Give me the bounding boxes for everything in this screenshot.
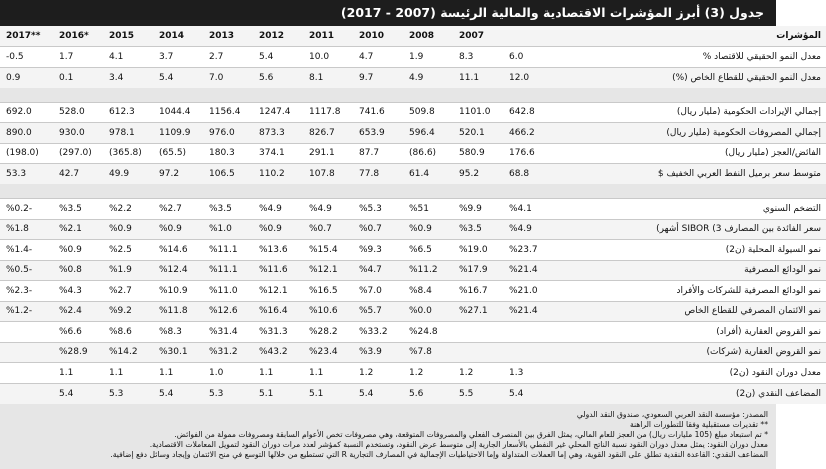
value-cell: (297.0) [53, 143, 103, 164]
value-cell: %16.5 [303, 281, 353, 302]
value-cell: %1.2- [0, 301, 53, 322]
value-cell: %14.2 [103, 342, 153, 363]
value-cell: (86.6) [403, 143, 453, 164]
value-cell: 873.3 [253, 123, 303, 144]
value-cell: 180.3 [203, 143, 253, 164]
value-cell: %0.8 [53, 260, 103, 281]
value-cell: %5.7 [353, 301, 403, 322]
value-cell: %51 [403, 199, 453, 220]
value-cell: 4.9 [403, 67, 453, 88]
indicator-label: نمو الودائع المصرفية للشركات والأفراد [553, 281, 826, 302]
indicator-label: نمو القروض العقارية (أفراد) [553, 322, 826, 343]
value-cell: 1.2 [453, 363, 503, 384]
table-row [0, 363, 826, 384]
value-cell: %12.1 [303, 260, 353, 281]
table-row [0, 342, 826, 363]
value-cell: 7.0 [203, 67, 253, 88]
value-cell: 106.5 [203, 164, 253, 185]
indicator-label: متوسط سعر برميل النفط العربي الخفيف $ [553, 164, 826, 185]
value-cell: %1.8 [0, 219, 53, 240]
value-cell: 12.0 [503, 67, 553, 88]
spacer-cell [0, 88, 826, 103]
value-cell: 107.8 [303, 164, 353, 185]
value-cell: 653.9 [353, 123, 403, 144]
indicator-label: نمو الائتمان المصرفي للقطاع الخاص [553, 301, 826, 322]
value-cell: %15.4 [303, 240, 353, 261]
indicator-label: معدل النمو الحقيقي للاقتصاد % [553, 47, 826, 68]
value-cell: 176.6 [503, 143, 553, 164]
value-cell: 1.0 [203, 363, 253, 384]
value-cell: %0.5- [0, 260, 53, 281]
value-cell: %0.2- [0, 199, 53, 220]
table-body [0, 26, 826, 404]
indicator-label: التضخم السنوي [553, 199, 826, 220]
value-cell: %33.2 [353, 322, 403, 343]
header-indicators: المؤشرات [553, 26, 826, 47]
value-cell: 528.0 [53, 102, 103, 123]
value-cell: %19.0 [453, 240, 503, 261]
value-cell: %12.1 [253, 281, 303, 302]
value-cell: 1247.4 [253, 102, 303, 123]
table-row [0, 102, 826, 123]
value-cell: %0.9 [403, 219, 453, 240]
value-cell: %3.5 [203, 199, 253, 220]
value-cell: %0.0 [403, 301, 453, 322]
note-deficit: * تم استبعاد مبلغ (105 مليارات ريال) من العجز للعام المالي، يمثل الفرق بين المنصرف الفعلي والمصروفات المتوقعة، وهي مصروفات تخص الأعوام السابقة ومصروفات ممولة من الفوائض. [174, 429, 768, 439]
value-cell: 5.1 [303, 383, 353, 404]
value-cell: 1117.8 [303, 102, 353, 123]
value-cell: 6.0 [503, 47, 553, 68]
value-cell: %12.6 [203, 301, 253, 322]
value-cell: %13.6 [253, 240, 303, 261]
value-cell: %21.4 [503, 260, 553, 281]
indicator-label: نمو القروض العقارية (شركات) [553, 342, 826, 363]
value-cell: %11.2 [403, 260, 453, 281]
value-cell: %0.9 [153, 219, 203, 240]
table-row [0, 123, 826, 144]
value-cell: 61.4 [403, 164, 453, 185]
header-year: 2016* [53, 26, 103, 47]
value-cell: %14.6 [153, 240, 203, 261]
value-cell: 1.1 [53, 363, 103, 384]
value-cell: (198.0) [0, 143, 53, 164]
value-cell: %3.5 [53, 199, 103, 220]
value-cell: %31.2 [203, 342, 253, 363]
table-row [0, 301, 826, 322]
value-cell: %27.1 [453, 301, 503, 322]
table-row [0, 199, 826, 220]
value-cell: 5.5 [453, 383, 503, 404]
value-cell [503, 342, 553, 363]
indicator-label: المضاعف النقدي (ن2) [553, 383, 826, 404]
table-row [0, 383, 826, 404]
note-source: المصدر: مؤسسة النقد العربي السعودي، صندوق النقد الدولي [576, 410, 768, 419]
value-cell: %11.1 [203, 240, 253, 261]
header-year: 2010 [353, 26, 403, 47]
value-cell: 692.0 [0, 102, 53, 123]
value-cell: %2.7 [103, 281, 153, 302]
value-cell: %0.7 [303, 219, 353, 240]
indicator-label: إجمالي الإيرادات الحكومية (مليار ريال) [553, 102, 826, 123]
table-row [0, 322, 826, 343]
value-cell: (365.8) [103, 143, 153, 164]
table-row [0, 281, 826, 302]
value-cell: 11.1 [453, 67, 503, 88]
value-cell: %7.0 [353, 281, 403, 302]
value-cell: 97.2 [153, 164, 203, 185]
value-cell: %2.3- [0, 281, 53, 302]
section-spacer [0, 88, 826, 103]
value-cell: %1.9 [103, 260, 153, 281]
section-spacer [0, 184, 826, 199]
indicator-label: إجمالي المصروفات الحكومية (مليار ريال) [553, 123, 826, 144]
table-row [0, 143, 826, 164]
value-cell: 5.4 [53, 383, 103, 404]
value-cell: -0.5 [0, 47, 53, 68]
value-cell: 1.3 [503, 363, 553, 384]
value-cell: 10.0 [303, 47, 353, 68]
value-cell: %5.3 [353, 199, 403, 220]
value-cell: 890.0 [0, 123, 53, 144]
value-cell: %28.9 [53, 342, 103, 363]
value-cell [453, 342, 503, 363]
table-row [0, 240, 826, 261]
value-cell: 87.7 [353, 143, 403, 164]
value-cell: %0.9 [253, 219, 303, 240]
value-cell: %24.8 [403, 322, 453, 343]
spacer-cell [0, 184, 826, 199]
note-multiplier: المضاعف النقدي: القاعدة النقدية تطلق على النقود القوية، وهي إما العملات المتداولة وإما الاحتياطيات الإجمالية في المصارف التجارية R التي تستطيع من خلالها التوسع في منح الائتمان وإيجاد وسائل دفع إضافية. [110, 449, 768, 459]
value-cell: 509.8 [403, 102, 453, 123]
value-cell: %6.5 [403, 240, 453, 261]
value-cell [453, 322, 503, 343]
value-cell: 466.2 [503, 123, 553, 144]
indicator-label: معدل دوران النقود (ن2) [553, 363, 826, 384]
note-velocity: معدل دوران النقود: يمثل معدل دوران النقود نسبة الناتج المحلي غير النفطي بالأسعار الجارية إلى متوسط عرض النقود، وتستخدم النسبة كمؤشر لعدد مرات دوران النقود لتمويل المعاملات الاقتصادية. [149, 439, 768, 449]
value-cell: 95.2 [453, 164, 503, 185]
value-cell: %4.9 [503, 219, 553, 240]
table-row [0, 219, 826, 240]
value-cell: 1156.4 [203, 102, 253, 123]
indicators-table [0, 26, 826, 404]
value-cell: %31.3 [253, 322, 303, 343]
value-cell: 9.7 [353, 67, 403, 88]
value-cell: %17.9 [453, 260, 503, 281]
value-cell: %43.2 [253, 342, 303, 363]
value-cell: %4.7 [353, 260, 403, 281]
value-cell: %4.1 [503, 199, 553, 220]
value-cell: %4.9 [303, 199, 353, 220]
value-cell: %11.6 [253, 260, 303, 281]
value-cell: 520.1 [453, 123, 503, 144]
value-cell: %23.7 [503, 240, 553, 261]
header-year: 2014 [153, 26, 203, 47]
value-cell: 1.1 [153, 363, 203, 384]
value-cell: %16.7 [453, 281, 503, 302]
header-year: 2007 [453, 26, 503, 47]
value-cell: 3.4 [103, 67, 153, 88]
value-cell: 580.9 [453, 143, 503, 164]
value-cell [503, 322, 553, 343]
value-cell: %2.4 [53, 301, 103, 322]
value-cell: 42.7 [53, 164, 103, 185]
value-cell: %28.2 [303, 322, 353, 343]
value-cell: %21.4 [503, 301, 553, 322]
value-cell: %10.6 [303, 301, 353, 322]
value-cell: 1.2 [353, 363, 403, 384]
value-cell: %8.4 [403, 281, 453, 302]
value-cell: 374.1 [253, 143, 303, 164]
value-cell: %9.2 [103, 301, 153, 322]
value-cell: 49.9 [103, 164, 153, 185]
value-cell: 4.7 [353, 47, 403, 68]
value-cell: 4.1 [103, 47, 153, 68]
value-cell: %16.4 [253, 301, 303, 322]
note-forecast: ** تقديرات مستقبلية وفقا للتطورات الراهنة [629, 419, 768, 429]
value-cell: 1.1 [253, 363, 303, 384]
value-cell: 5.4 [153, 383, 203, 404]
value-cell: 826.7 [303, 123, 353, 144]
value-cell: %3.5 [453, 219, 503, 240]
value-cell: 53.3 [0, 164, 53, 185]
value-cell: 0.1 [53, 67, 103, 88]
empty-cell [0, 342, 53, 363]
table-row [0, 67, 826, 88]
value-cell: 741.6 [353, 102, 403, 123]
value-cell: %10.9 [153, 281, 203, 302]
value-cell: %6.6 [53, 322, 103, 343]
value-cell: %7.8 [403, 342, 453, 363]
value-cell: 77.8 [353, 164, 403, 185]
value-cell: %1.0 [203, 219, 253, 240]
value-cell: %11.8 [153, 301, 203, 322]
value-cell: %21.0 [503, 281, 553, 302]
value-cell: %0.7 [353, 219, 403, 240]
indicator-label: الفائض/العجز (مليار ريال) [553, 143, 826, 164]
table-row [0, 47, 826, 68]
value-cell: 8.1 [303, 67, 353, 88]
indicator-label: سعر الفائدة بين المصارف 3) SIBOR أشهر) [553, 219, 826, 240]
header-year: 2011 [303, 26, 353, 47]
value-cell: 2.7 [203, 47, 253, 68]
value-cell: %23.4 [303, 342, 353, 363]
table-title: جدول (3) أبرز المؤشرات الاقتصادية والمالية الرئيسة (2007 - 2017) [0, 0, 776, 26]
value-cell: 110.2 [253, 164, 303, 185]
value-cell: 596.4 [403, 123, 453, 144]
value-cell: 5.6 [253, 67, 303, 88]
value-cell: 5.4 [253, 47, 303, 68]
indicator-label: معدل النمو الحقيقي للقطاع الخاص (%) [553, 67, 826, 88]
header-year: 2012 [253, 26, 303, 47]
value-cell: %9.9 [453, 199, 503, 220]
value-cell: %0.9 [53, 240, 103, 261]
value-cell: 3.7 [153, 47, 203, 68]
value-cell: %8.3 [153, 322, 203, 343]
value-cell: 1109.9 [153, 123, 203, 144]
header-year: 2015 [103, 26, 153, 47]
value-cell: %1.4- [0, 240, 53, 261]
value-cell: %11.1 [203, 260, 253, 281]
empty-cell [0, 363, 53, 384]
value-cell: %2.1 [53, 219, 103, 240]
table-row [0, 164, 826, 185]
table-row [0, 260, 826, 281]
header-year-empty [503, 26, 553, 47]
value-cell: 978.1 [103, 123, 153, 144]
value-cell: %4.3 [53, 281, 103, 302]
value-cell: %3.9 [353, 342, 403, 363]
value-cell: %12.4 [153, 260, 203, 281]
empty-cell [0, 383, 53, 404]
value-cell: 5.1 [253, 383, 303, 404]
header-year: 2013 [203, 26, 253, 47]
value-cell: 1.1 [103, 363, 153, 384]
value-cell: %31.4 [203, 322, 253, 343]
header-year: 2017** [0, 26, 53, 47]
value-cell: 1.1 [303, 363, 353, 384]
value-cell: 5.4 [503, 383, 553, 404]
value-cell: 0.9 [0, 67, 53, 88]
value-cell: 1.7 [53, 47, 103, 68]
value-cell: %2.2 [103, 199, 153, 220]
empty-cell [0, 322, 53, 343]
value-cell: 1.9 [403, 47, 453, 68]
value-cell: 5.3 [103, 383, 153, 404]
value-cell: %8.6 [103, 322, 153, 343]
footnotes [0, 407, 776, 469]
value-cell: 291.1 [303, 143, 353, 164]
value-cell: 5.3 [203, 383, 253, 404]
value-cell: 930.0 [53, 123, 103, 144]
value-cell: 976.0 [203, 123, 253, 144]
value-cell: %30.1 [153, 342, 203, 363]
header-row [0, 26, 826, 47]
value-cell: 1044.4 [153, 102, 203, 123]
value-cell: 612.3 [103, 102, 153, 123]
value-cell: 1.2 [403, 363, 453, 384]
value-cell: 642.8 [503, 102, 553, 123]
value-cell: %4.9 [253, 199, 303, 220]
value-cell: 1101.0 [453, 102, 503, 123]
indicator-label: نمو الودائع المصرفية [553, 260, 826, 281]
value-cell: 8.3 [453, 47, 503, 68]
value-cell: 5.6 [403, 383, 453, 404]
value-cell: %2.7 [153, 199, 203, 220]
value-cell: %9.3 [353, 240, 403, 261]
value-cell: %0.9 [103, 219, 153, 240]
value-cell: 5.4 [153, 67, 203, 88]
header-year: 2008 [403, 26, 453, 47]
value-cell: 68.8 [503, 164, 553, 185]
value-cell: %11.0 [203, 281, 253, 302]
value-cell: 5.4 [353, 383, 403, 404]
value-cell: %2.5 [103, 240, 153, 261]
indicator-label: نمو السيولة المحلية (ن2) [553, 240, 826, 261]
value-cell: (65.5) [153, 143, 203, 164]
